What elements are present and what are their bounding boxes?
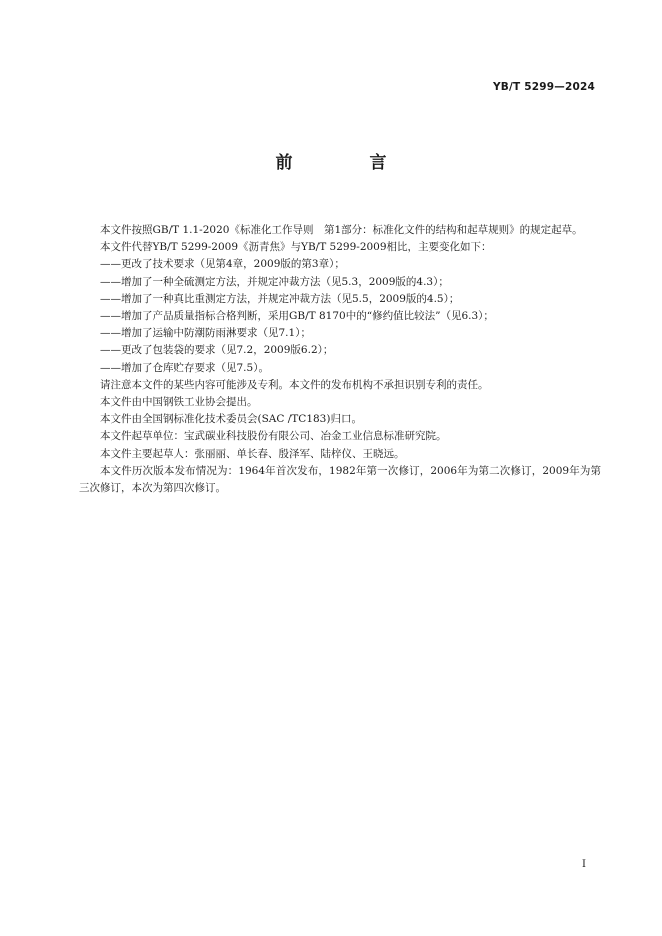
change-item: ——更改了技术要求（见第4章，2009版的第3章）； — [100, 258, 345, 271]
change-item: ——增加了产品质量指标合格判断，采用GB/T 8170中的“修约值比较法”（见6.3）； — [100, 310, 494, 323]
standard-code: YB/T 5299—2024 — [492, 81, 595, 93]
paragraph-patent-notice: 请注意本文件的某些内容可能涉及专利。本文件的发布机构不承担识别专利的责任。 — [100, 378, 489, 391]
paragraph-proposer: 本文件由中国钢铁工业协会提出。 — [100, 396, 258, 409]
paragraph-replacement: 本文件代替YB/T 5299-2009《沥青焦》与YB/T 5299-2009相比，主要变化如下： — [100, 241, 492, 254]
document-body — [79, 222, 601, 497]
change-item: ——增加了仓库贮存要求（见7.5）。 — [100, 361, 269, 374]
page-number: I — [582, 859, 586, 870]
change-item: ——增加了一种真比重测定方法，并规定冲裁方法（见5.5，2009版的4.5）； — [100, 292, 460, 305]
paragraph-drafting-basis: 本文件按照GB/T 1.1-2020《标准化工作导则 第1部分：标准化文件的结构和起草规则》的规定起草。 — [100, 224, 583, 236]
change-item: ——更改了包装袋的要求（见7.2，2009版6.2）； — [100, 344, 334, 357]
paragraph-history: 本文件历次版本发布情况为：1964年首次发布，1982年第一次修订，2006年为第二次修订，2009年为第三次修订，本次为第四次修订。 — [79, 464, 601, 495]
change-item: ——增加了一种全硫测定方法，并规定冲裁方法（见5.3，2009版的4.3）； — [100, 275, 449, 288]
paragraph-committee: 本文件由全国钢标准化技术委员会(SAC /TC183)归口。 — [100, 413, 362, 426]
page-title: 前 言 — [275, 153, 417, 173]
paragraph-drafting-units: 本文件起草单位：宝武碳业科技股份有限公司、冶金工业信息标准研究院。 — [100, 430, 447, 443]
paragraph-drafters: 本文件主要起草人：张丽丽、单长春、殷泽军、陆梓仪、王晓远。 — [100, 447, 405, 460]
change-item: ——增加了运输中防潮防雨淋要求（见7.1）； — [100, 327, 311, 340]
